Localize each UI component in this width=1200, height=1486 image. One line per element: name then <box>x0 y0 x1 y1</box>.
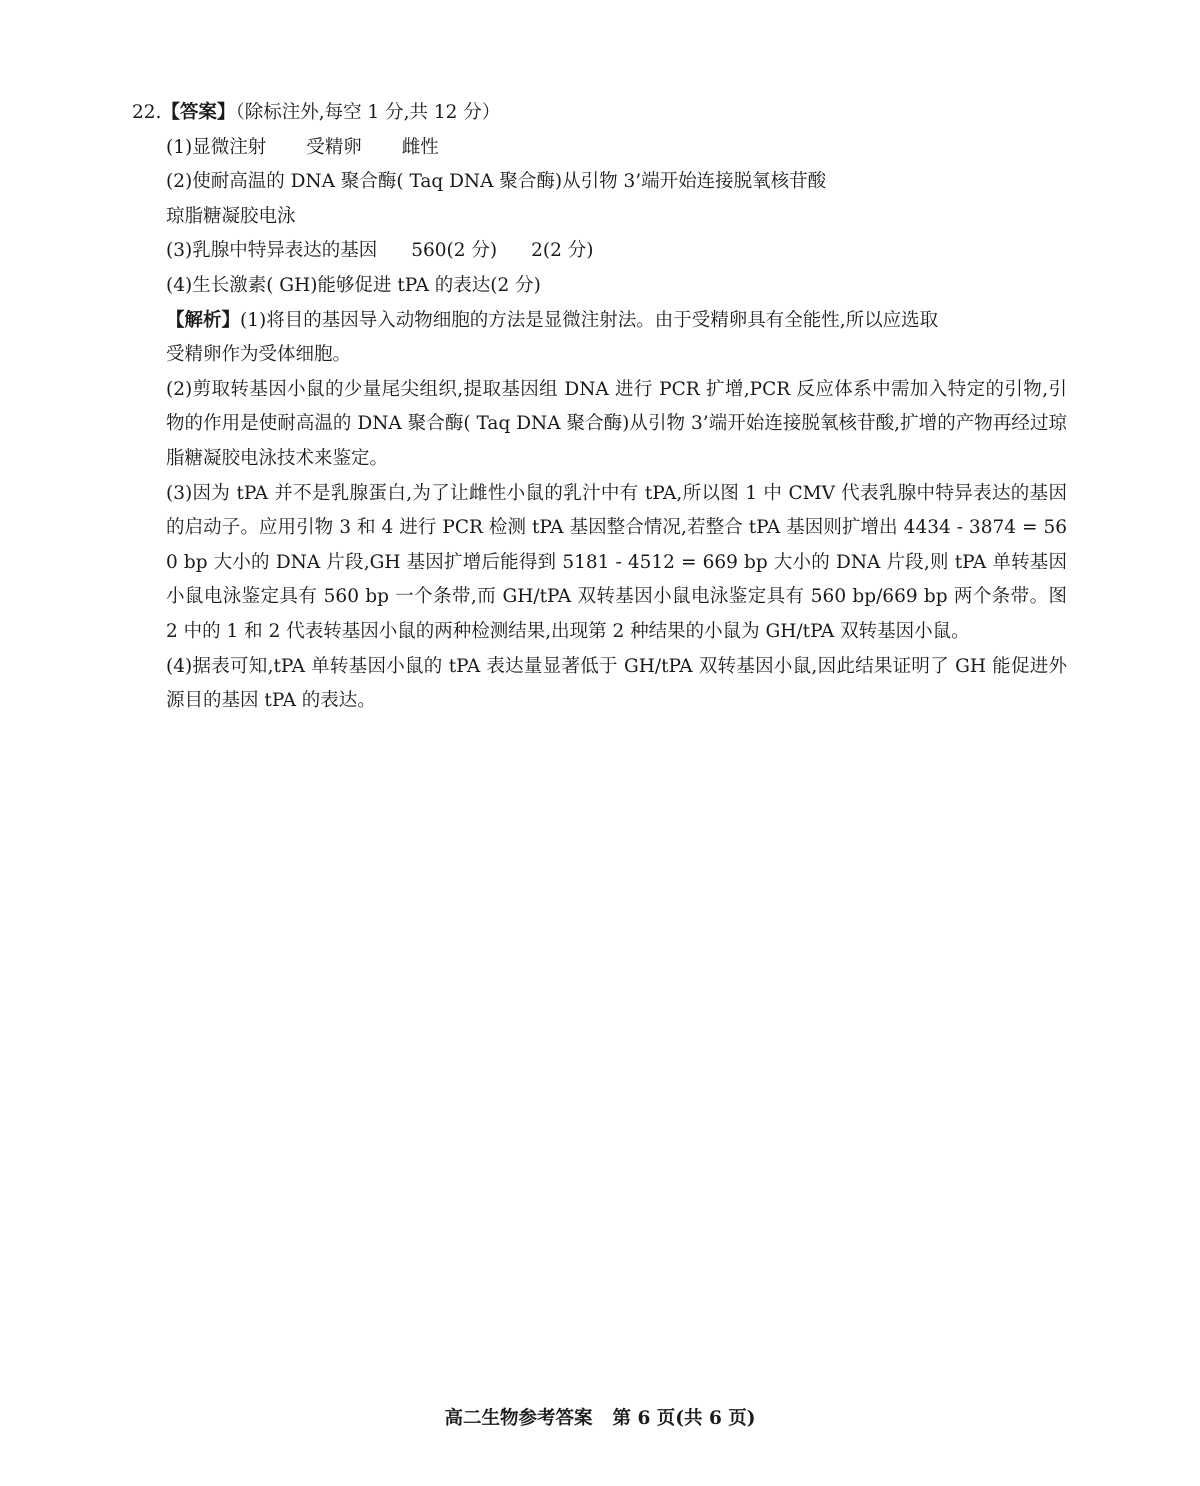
answer-tag: 【答案】 <box>161 102 236 123</box>
analysis-part-2: (2)剪取转基因小鼠的少量尾尖组织,提取基因组 DNA 进行 PCR 扩增,PCR 反应体系中需加入特定的引物,引物的作用是使耐高温的 DNA 聚合酶( Taq DNA 聚合酶)从引物 3’端开始连接脱氧核苷酸,扩增的产物再经过琼脂糖凝胶电泳技术来鉴定。 <box>166 378 1067 469</box>
answer-1-blank-1: 显微注射 <box>192 136 267 158</box>
footer-page-number: 第 6 页(共 6 页) <box>612 1408 756 1429</box>
answer-header-line <box>132 96 1067 131</box>
analysis-part-3: (3)因为 tPA 并不是乳腺蛋白,为了让雌性小鼠的乳汁中有 tPA,所以图 1 中 CMV 代表乳腺中特异表达的基因的启动子。应用引物 3 和 4 进行 PCR 检测 tPA 基因整合情况,若整合 tPA 基因则扩增出 4434 - 3874 = 560 bp 大小的 DNA 片段,GH 基因扩增后能得到 5181 - 4512 = 669 bp 大小的 DNA 片段,则 tPA 单转基因小鼠电泳鉴定具有 560 bp 一个条带,而 GH/tPA 双转基因小鼠电泳鉴定具有 560 bp/669 bp 两个条带。图 2 中的 1 和 2 代表转基因小鼠的两种检测结果,出现第 2 种结果的小鼠为 GH/tPA 双转基因小鼠。 <box>166 482 1067 642</box>
answer-part-2-line-2: 琼脂糖凝胶电泳 <box>166 205 296 227</box>
answer-1-label: (1) <box>166 136 193 158</box>
analysis-1-intro: (1)将目的基因导入动物细胞的方法是显微注射法。由于受精卵具有全能性,所以应选取 <box>240 309 939 331</box>
answer-part-4: (4)生长激素( GH)能够促进 tPA 的表达(2 分) <box>166 274 541 296</box>
answer-content <box>132 96 1067 719</box>
analysis-tag-wrapper <box>132 310 240 331</box>
answer-part-1 <box>132 131 1067 166</box>
question-number: 22. <box>132 102 162 123</box>
footer-title: 高二生物参考答案 <box>444 1408 593 1429</box>
analysis-part-1-line-2: 受精卵作为受体细胞。 <box>166 344 352 366</box>
answer-3-label: (3) <box>166 240 193 262</box>
answer-3-blank-1: 乳腺中特异表达的基因 <box>192 240 378 262</box>
answer-part-3 <box>132 234 1067 269</box>
analysis-part-4: (4)据表可知,tPA 单转基因小鼠的 tPA 表达量显著低于 GH/tPA 双转基因小鼠,因此结果证明了 GH 能促进外源目的基因 tPA 的表达。 <box>166 655 1067 712</box>
answer-1-blank-2: 受精卵 <box>306 136 362 158</box>
answer-3-blank-3: 2(2 分) <box>531 240 594 262</box>
page-footer <box>0 1404 1200 1434</box>
analysis-part-1-line-1 <box>132 304 1067 339</box>
answer-3-blank-2: 560(2 分) <box>411 240 498 262</box>
answer-1-blank-3: 雌性 <box>401 136 439 158</box>
scoring-note: （除标注外,每空 1 分,共 12 分） <box>235 102 501 123</box>
analysis-tag: 【解析】 <box>166 309 241 331</box>
answer-part-2-line-1: (2)使耐高温的 DNA 聚合酶( Taq DNA 聚合酶)从引物 3’端开始连接脱氧核苷酸 <box>166 171 827 193</box>
